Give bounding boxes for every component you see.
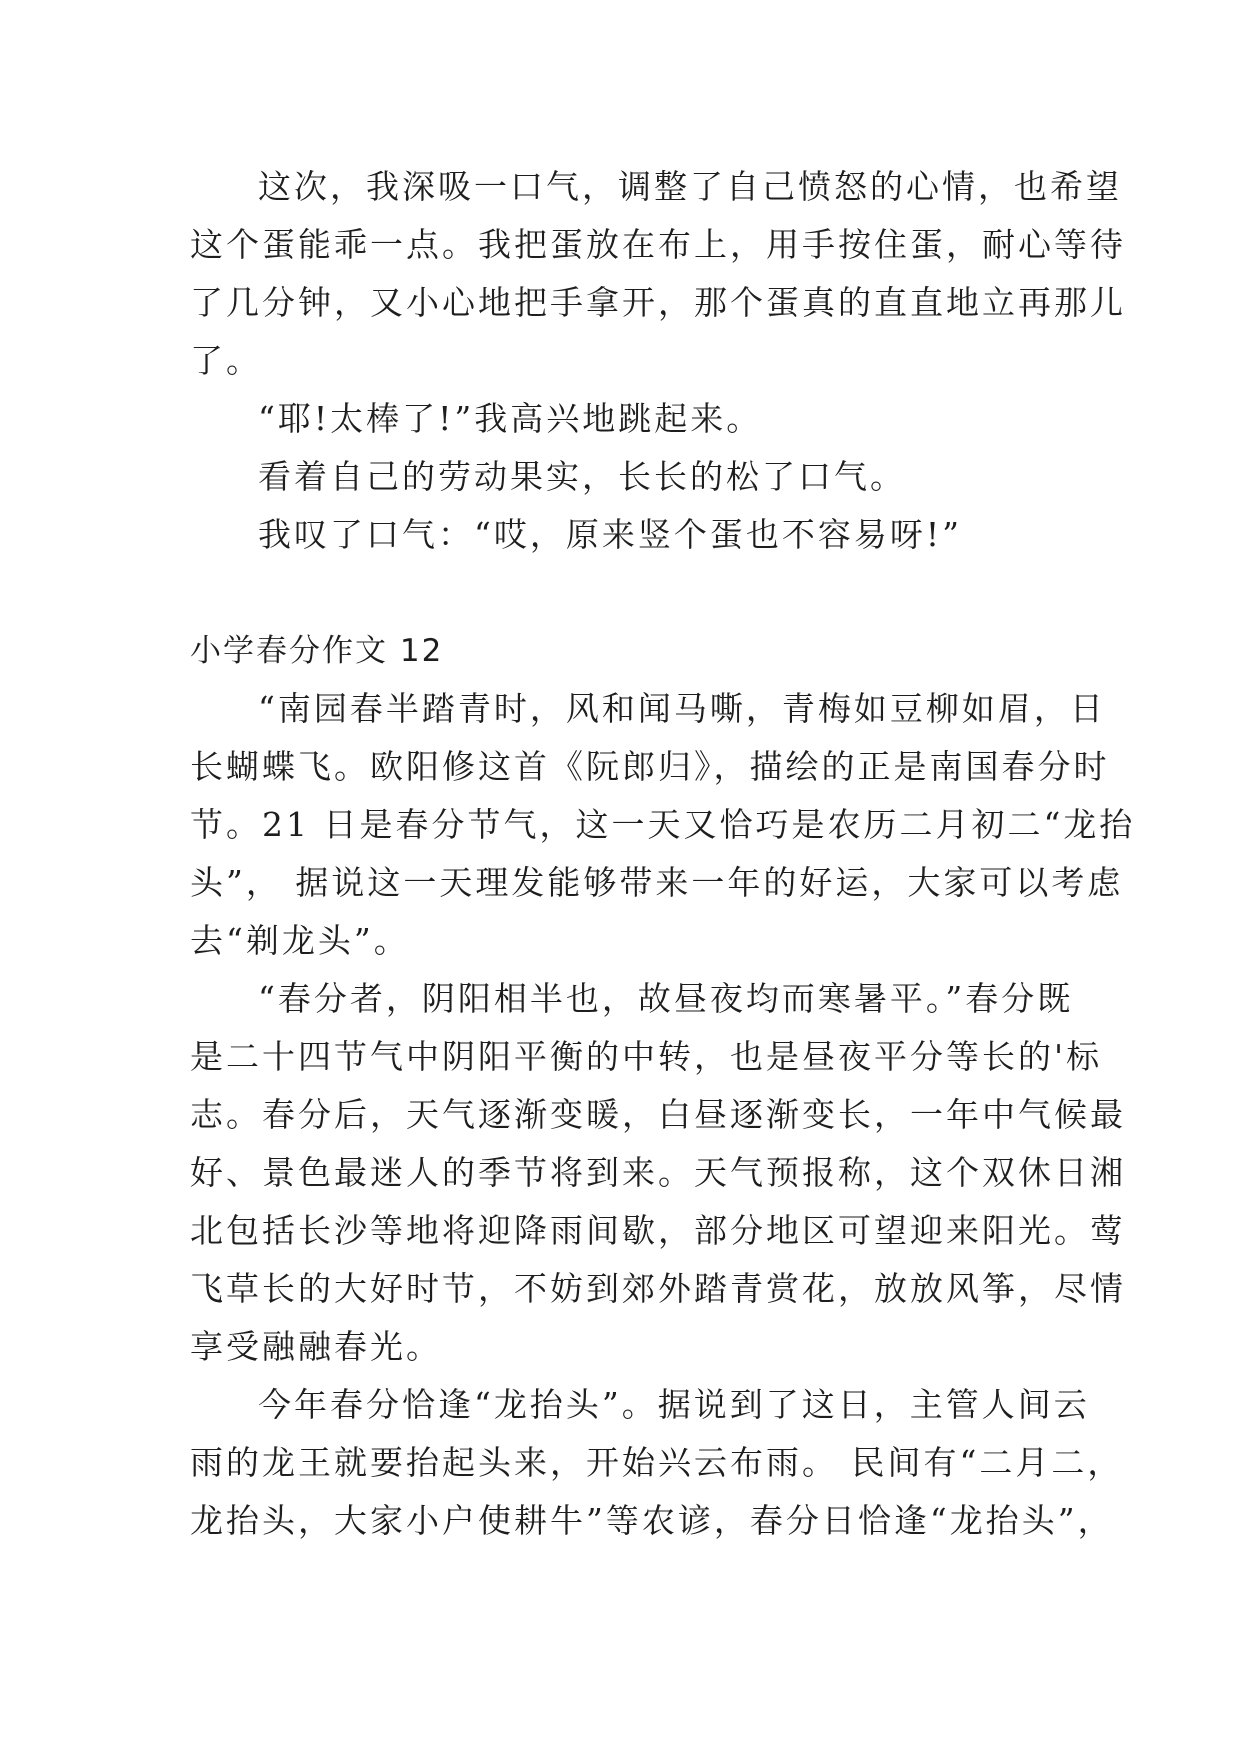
text-line: 北包括长沙等地将迎降雨间歇，部分地区可望迎来阳光。莺: [190, 1211, 1126, 1250]
text-line: 了。: [190, 341, 262, 380]
blank-line: [190, 564, 1070, 622]
text-line: “春分者，阴阳相半也，故昼夜均而寒暑平。”春分既: [258, 979, 1074, 1018]
paragraph: [190, 680, 1136, 970]
text-line: 雨的龙王就要抬起头来，开始兴云布雨。 民间有“二月二，: [190, 1443, 1124, 1482]
text-line: 去“剃龙头”。: [190, 921, 410, 960]
text-line: “耶!太棒了!”我高兴地跳起来。: [258, 399, 763, 438]
text-line: 志。春分后，天气逐渐变暖，白昼逐渐变长，一年中气候最: [190, 1095, 1126, 1134]
section-heading: 小学春分作文 12: [190, 633, 444, 669]
paragraph: [190, 158, 1126, 390]
text-line: 节。21 日是春分节气，这一天又恰巧是农历二月初二“龙抬: [190, 805, 1136, 844]
document-body: [190, 158, 1136, 1550]
text-line: 头”， 据说这一天理发能够带来一年的好运，大家可以考虑: [190, 863, 1124, 902]
paragraph: [190, 506, 1070, 564]
text-line: 这次，我深吸一口气，调整了自己愤怒的心情，也希望: [258, 167, 1122, 206]
text-line: 看着自己的劳动果实，长长的松了口气。: [258, 457, 906, 496]
text-line: “南园春半踏青时，风和闻马嘶，青梅如豆柳如眉，日: [258, 689, 1106, 728]
text-line: 是二十四节气中阴阳平衡的中转，也是昼夜平分等长的'标: [190, 1037, 1103, 1076]
paragraph: [190, 970, 1126, 1376]
text-line: 了几分钟，又小心地把手拿开，那个蛋真的直直地立再那儿: [190, 283, 1126, 322]
text-line: 我叹了口气：“哎，原来竖个蛋也不容易呀!”: [258, 515, 963, 554]
text-line: 好、景色最迷人的季节将到来。天气预报称，这个双休日湘: [190, 1153, 1126, 1192]
text-line: 这个蛋能乖一点。我把蛋放在布上，用手按住蛋，耐心等待: [190, 225, 1126, 264]
paragraph: [190, 390, 1070, 448]
text-line: 今年春分恰逢“龙抬头”。据说到了这日，主管人间云: [258, 1385, 1090, 1424]
text-line: 享受融融春光。: [190, 1327, 442, 1366]
paragraph: [190, 1376, 1124, 1550]
paragraph: [190, 448, 1070, 506]
text-line: 飞草长的大好时节，不妨到郊外踏青赏花，放放风筝，尽情: [190, 1269, 1126, 1308]
text-line: 长蝴蝶飞。欧阳修这首《阮郎归》，描绘的正是南国春分时: [190, 747, 1110, 786]
text-line: 龙抬头，大家小户使耕牛”等农谚，春分日恰逢“龙抬头”，: [190, 1501, 1114, 1540]
